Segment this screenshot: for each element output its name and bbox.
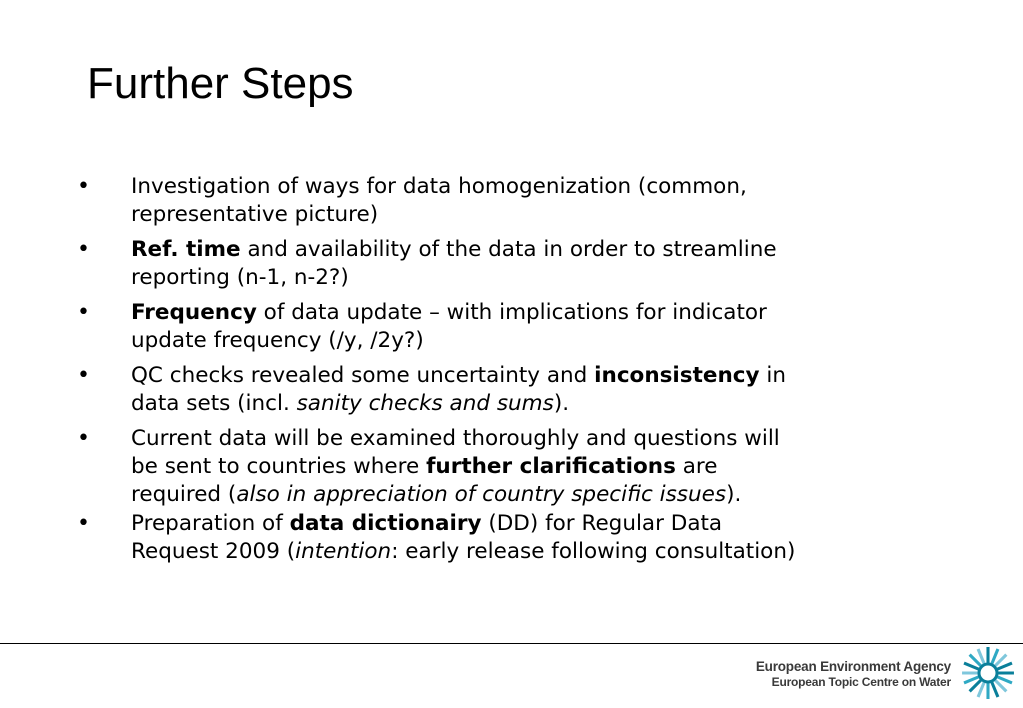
bullet-line bbox=[131, 327, 967, 355]
italic-run: intention bbox=[295, 539, 392, 564]
bullet-dot: • bbox=[77, 237, 90, 262]
logo-ray bbox=[962, 671, 979, 674]
bullet-line bbox=[131, 236, 967, 264]
bullet-item bbox=[77, 425, 967, 509]
text-run: Request 2009 ( bbox=[131, 539, 296, 564]
italic-run: also in appreciation of country specific issues bbox=[236, 482, 727, 507]
bullet-line bbox=[131, 299, 967, 327]
bullet-text bbox=[131, 362, 967, 418]
bold-run: inconsistency bbox=[594, 363, 760, 388]
bold-run: data dictionairy bbox=[289, 511, 482, 536]
bullet-dot: • bbox=[77, 426, 90, 451]
bullet-line bbox=[131, 362, 967, 390]
text-run: (DD) for Regular Data bbox=[481, 511, 723, 536]
bullet-text bbox=[131, 510, 967, 566]
bullet-text bbox=[131, 425, 967, 509]
bullet-line bbox=[131, 390, 967, 418]
text-run: : early release following consultation) bbox=[391, 539, 796, 564]
bullet-text bbox=[131, 299, 967, 355]
text-run: required ( bbox=[131, 482, 237, 507]
text-run: ). bbox=[553, 391, 570, 416]
bold-run: Frequency bbox=[131, 300, 257, 325]
bullet-dot: • bbox=[77, 363, 90, 388]
text-run: Preparation of bbox=[131, 511, 290, 536]
bullet-line bbox=[131, 538, 967, 566]
text-run: in bbox=[759, 363, 786, 388]
slide-title: Further Steps bbox=[87, 59, 354, 108]
text-run: update frequency (/y, /2y?) bbox=[131, 328, 424, 353]
bullet-dot: • bbox=[77, 511, 90, 536]
text-run: of data update – with implications for indicator bbox=[256, 300, 767, 325]
text-run: Current data will be examined thoroughly and questions will bbox=[131, 426, 780, 451]
text-run: and availability of the data in order to streamline bbox=[240, 237, 777, 262]
italic-run: sanity checks and sums bbox=[296, 391, 554, 416]
bullet-line bbox=[131, 510, 967, 538]
text-run: ). bbox=[726, 482, 742, 507]
text-run: be sent to countries where bbox=[131, 454, 427, 479]
bullet-dot: • bbox=[77, 174, 90, 199]
bullet-line bbox=[131, 453, 967, 481]
text-run: Investigation of ways for data homogenization (common, bbox=[131, 174, 747, 199]
logo-ray bbox=[986, 682, 989, 699]
bullet-item bbox=[77, 299, 967, 355]
bullet-line bbox=[131, 425, 967, 453]
bullet-line bbox=[131, 264, 967, 292]
bullet-item bbox=[77, 510, 967, 566]
bold-run: further clarifications bbox=[426, 454, 676, 479]
logo-ray bbox=[986, 647, 989, 664]
footer-agency-name: European Environment Agency bbox=[755, 659, 951, 674]
bullet-line bbox=[131, 173, 967, 201]
bullet-text bbox=[131, 236, 967, 292]
bullet-item bbox=[77, 236, 967, 292]
text-run: representative picture) bbox=[131, 202, 379, 227]
text-run: reporting (n-1, n-2?) bbox=[131, 265, 349, 290]
footer-organisation bbox=[756, 659, 951, 690]
text-run: QC checks revealed some uncertainty and bbox=[131, 363, 595, 388]
footer-centre-name: European Topic Centre on Water bbox=[771, 675, 951, 689]
bullet-item bbox=[77, 173, 967, 229]
footer-divider bbox=[0, 643, 1023, 644]
logo-centre bbox=[979, 664, 997, 682]
bullet-line bbox=[131, 481, 967, 509]
bullet-line bbox=[131, 201, 967, 229]
bullet-item bbox=[77, 362, 967, 418]
bullet-text bbox=[131, 173, 967, 229]
logo-ray bbox=[997, 671, 1014, 674]
bullet-dot: • bbox=[77, 300, 90, 325]
text-run: are bbox=[675, 454, 718, 479]
text-run: data sets (incl. bbox=[131, 391, 297, 416]
eea-sunburst-logo-icon bbox=[960, 645, 1016, 701]
bold-run: Ref. time bbox=[131, 237, 241, 262]
